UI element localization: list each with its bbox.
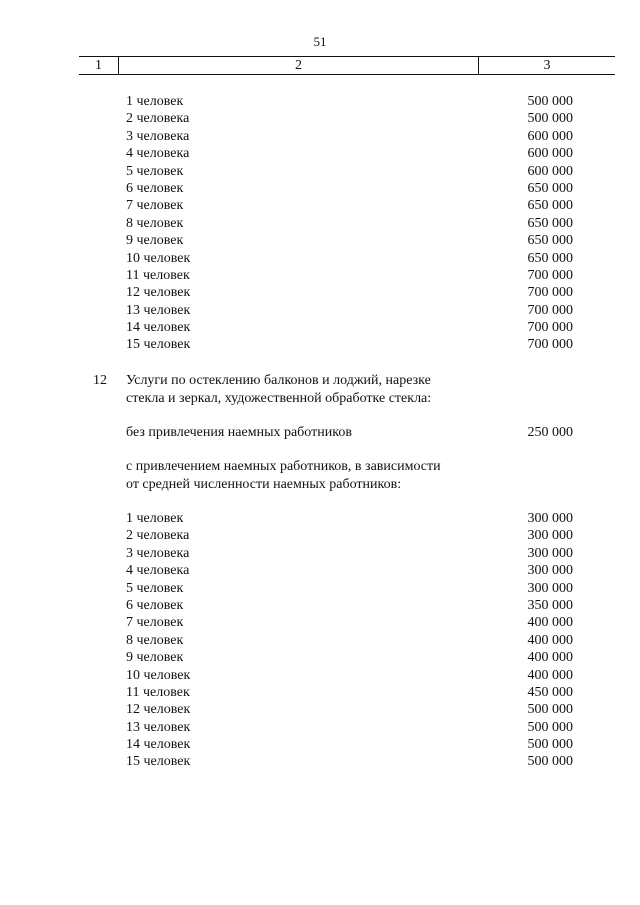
row-label: 6 человек — [126, 180, 184, 196]
row-value: 300 000 — [527, 545, 573, 561]
row-label: 9 человек — [126, 233, 184, 249]
row-value: 400 000 — [527, 650, 573, 666]
table-row — [0, 319, 640, 336]
row-label: 7 человек — [126, 198, 184, 214]
row-value: 650 000 — [527, 198, 573, 214]
row-label: 3 человека — [126, 545, 190, 561]
table-row — [0, 232, 640, 249]
item-title-line-1: Услуги по остеклению балконов и лоджий, нарезке — [126, 373, 431, 388]
rate-table-item-12 — [0, 510, 640, 771]
row-value: 450 000 — [527, 684, 573, 700]
row-label: 11 человек — [126, 684, 190, 700]
row-label: 2 человека — [126, 111, 190, 127]
row-value: 700 000 — [527, 337, 573, 353]
table-row — [0, 128, 640, 145]
table-row — [0, 684, 640, 701]
row-label: 8 человек — [126, 215, 184, 231]
row-value: 500 000 — [527, 111, 573, 127]
row-value: 700 000 — [527, 302, 573, 318]
row-label: 4 человека — [126, 146, 190, 162]
page-number: 51 — [313, 34, 327, 49]
row-value: 500 000 — [527, 719, 573, 735]
table-row — [0, 267, 640, 284]
row-label: 2 человека — [126, 528, 190, 544]
row-value: 300 000 — [527, 580, 573, 596]
table-row — [0, 649, 640, 666]
row-label: 11 человек — [126, 267, 190, 283]
table-row — [0, 597, 640, 614]
item-number: 12 — [93, 373, 107, 388]
row-value: 700 000 — [527, 267, 573, 283]
row-value: 400 000 — [527, 632, 573, 648]
row-label: 1 человек — [126, 94, 184, 109]
row-value: 300 000 — [527, 511, 573, 526]
row-label: 7 человек — [126, 615, 184, 631]
table-row — [0, 110, 640, 127]
row-value: 700 000 — [527, 285, 573, 301]
row-value: 500 000 — [527, 737, 573, 753]
row-value: 500 000 — [527, 94, 573, 109]
row-label: 12 человек — [126, 285, 191, 301]
table-row — [0, 510, 640, 527]
row-label: 14 человек — [126, 737, 191, 753]
rate-table-previous-item — [0, 93, 640, 354]
table-row — [0, 93, 640, 110]
table-row — [0, 163, 640, 180]
row-value: 650 000 — [527, 233, 573, 249]
row-value: 400 000 — [527, 615, 573, 631]
row-value: 650 000 — [527, 250, 573, 266]
row-value: 300 000 — [527, 563, 573, 579]
table-row — [0, 753, 640, 770]
row-value: 650 000 — [527, 180, 573, 196]
row-label: 10 человек — [126, 250, 191, 266]
table-row — [0, 215, 640, 232]
row-value: 350 000 — [527, 597, 573, 613]
row-value: 400 000 — [527, 667, 573, 683]
column-header-3: 3 — [543, 58, 551, 73]
row-label: 14 человек — [126, 320, 191, 336]
row-label: 5 человек — [126, 163, 184, 179]
table-row — [0, 632, 640, 649]
row-label: 6 человек — [126, 597, 184, 613]
row-label: 13 человек — [126, 719, 191, 735]
row-label: 15 человек — [126, 754, 191, 770]
row-value: 600 000 — [527, 163, 573, 179]
table-row — [0, 719, 640, 736]
table-row — [0, 180, 640, 197]
table-row — [0, 701, 640, 718]
column-header-2: 2 — [119, 57, 479, 74]
table-row — [0, 284, 640, 301]
row-value: 700 000 — [527, 320, 573, 336]
row-label: 4 человека — [126, 563, 190, 579]
row-value: 600 000 — [527, 128, 573, 144]
table-row — [0, 302, 640, 319]
row-label: 3 человека — [126, 128, 190, 144]
row-label: 13 человек — [126, 302, 191, 318]
item-title-line-2: стекла и зеркал, художественной обработке стекла: — [126, 391, 432, 406]
row-value: 500 000 — [527, 702, 573, 718]
table-row — [0, 562, 640, 579]
no-hired-workers-value: 250 000 — [527, 425, 573, 440]
row-label: 10 человек — [126, 667, 191, 683]
table-row — [0, 580, 640, 597]
row-label: 9 человек — [126, 650, 184, 666]
row-value: 600 000 — [527, 146, 573, 162]
with-hired-workers-line-2: от средней численности наемных работников: — [126, 477, 402, 492]
table-row — [0, 545, 640, 562]
row-label: 1 человек — [126, 511, 184, 526]
table-row — [0, 250, 640, 267]
table-row — [0, 614, 640, 631]
table-row — [0, 736, 640, 753]
with-hired-workers-line-1: с привлечением наемных работников, в зависимости — [126, 459, 441, 474]
column-header-row — [79, 56, 615, 75]
table-row — [0, 667, 640, 684]
row-label: 8 человек — [126, 632, 184, 648]
column-header-1: 1 — [79, 57, 119, 74]
row-label: 15 человек — [126, 337, 191, 353]
table-row — [0, 336, 640, 353]
row-value: 500 000 — [527, 754, 573, 770]
row-value: 300 000 — [527, 528, 573, 544]
table-row — [0, 197, 640, 214]
row-value: 650 000 — [527, 215, 573, 231]
row-label: 12 человек — [126, 702, 191, 718]
table-row — [0, 527, 640, 544]
row-label: 5 человек — [126, 580, 184, 596]
no-hired-workers-label: без привлечения наемных работников — [126, 425, 352, 440]
table-row — [0, 145, 640, 162]
